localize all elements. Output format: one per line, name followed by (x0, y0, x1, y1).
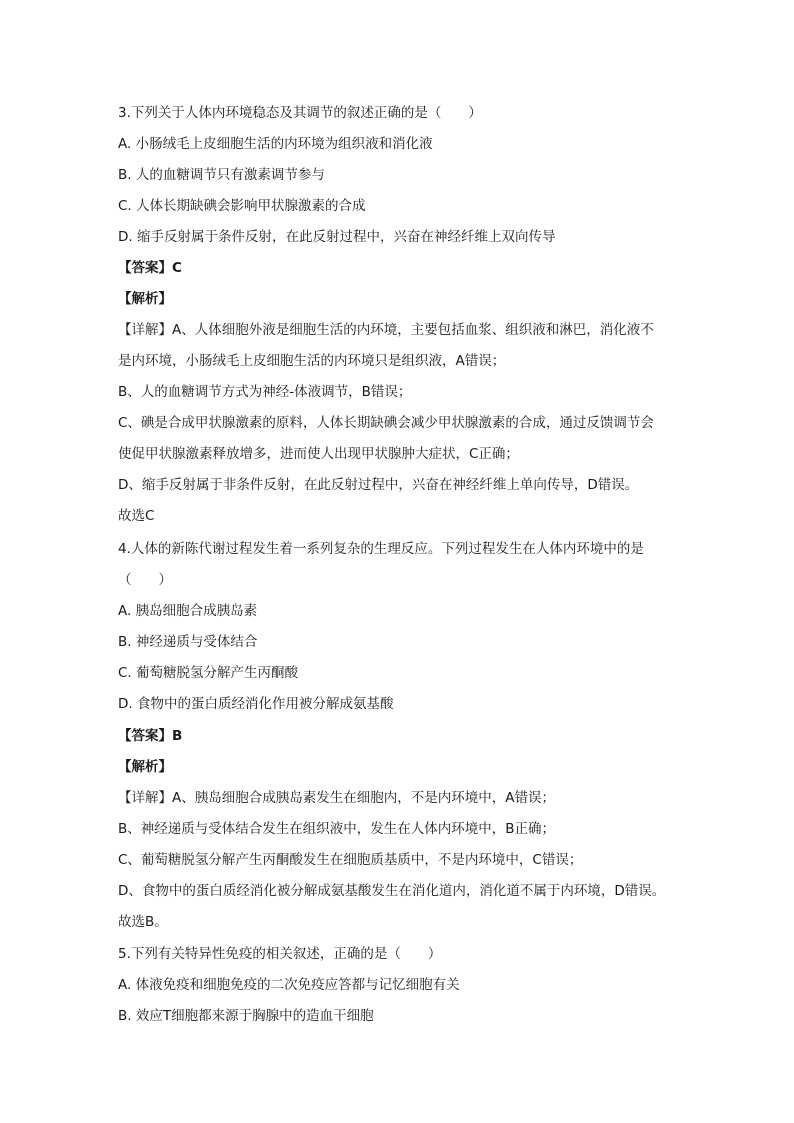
question-5-stem: 5.下列有关特异性免疫的相关叙述，正确的是（ ） (118, 946, 442, 962)
question-3-analysis-heading: 【解析】 (118, 291, 172, 307)
question-3-detail-line: 【详解】A、人体细胞外液是细胞生活的内环境，主要包括血浆、组织液和淋巴，消化液不 (118, 322, 654, 338)
question-3-conclusion: 故选C (118, 508, 155, 524)
question-4-detail-line: D、食物中的蛋白质经消化被分解成氨基酸发生在消化道内，消化道不属于内环境，D错误。 (118, 883, 666, 899)
question-4-analysis-heading: 【解析】 (118, 759, 172, 775)
question-3-detail-line: 是内环境，小肠绒毛上皮细胞生活的内环境只是组织液，A错误； (118, 353, 506, 369)
question-3-option-c: C. 人体长期缺碘会影响甲状腺激素的合成 (118, 198, 366, 214)
question-3-stem: 3.下列关于人体内环境稳态及其调节的叙述正确的是（ ） (118, 105, 482, 121)
question-4-answer: 【答案】B (118, 728, 183, 744)
question-5-option-a: A. 体液免疫和细胞免疫的二次免疫应答都与记忆细胞有关 (118, 977, 460, 993)
question-3-option-d: D. 缩手反射属于条件反射，在此反射过程中，兴奋在神经纤维上双向传导 (118, 229, 556, 245)
question-4-detail-line: C、葡萄糖脱氢分解产生丙酮酸发生在细胞质基质中，不是内环境中，C错误； (118, 852, 583, 868)
question-4-option-a: A. 胰岛细胞合成胰岛素 (118, 603, 258, 619)
question-3-option-b: B. 人的血糖调节只有激素调节参与 (118, 167, 325, 183)
question-3-option-a: A. 小肠绒毛上皮细胞生活的内环境为组织液和消化液 (118, 136, 433, 152)
question-3-detail-line: B、人的血糖调节方式为神经-体液调节，B错误； (118, 384, 412, 400)
question-3-detail-line: D、缩手反射属于非条件反射，在此反射过程中，兴奋在神经纤维上单向传导，D错误。 (118, 477, 639, 493)
question-4-option-d: D. 食物中的蛋白质经消化作用被分解成氨基酸 (118, 696, 394, 712)
question-4-stem: 4.人体的新陈代谢过程发生着一系列复杂的生理反应。下列过程发生在人体内环境中的是 (118, 541, 644, 557)
question-3-detail-line: 使促甲状腺激素释放增多，进而使人出现甲状腺肿大症状，C正确； (118, 446, 519, 462)
question-3-answer: 【答案】C (118, 260, 182, 276)
question-4-detail-line: B、神经递质与受体结合发生在组织液中，发生在人体内环境中，B正确； (118, 821, 556, 837)
question-4-option-c: C. 葡萄糖脱氢分解产生丙酮酸 (118, 665, 299, 681)
question-4-detail-line: 【详解】A、胰岛细胞合成胰岛素发生在细胞内，不是内环境中，A错误； (118, 790, 555, 806)
question-5-option-b: B. 效应T细胞都来源于胸腺中的造血干细胞 (118, 1008, 374, 1024)
question-3-detail-line: C、碘是合成甲状腺激素的原料，人体长期缺碘会减少甲状腺激素的合成，通过反馈调节会 (118, 415, 654, 431)
question-4-conclusion: 故选B。 (118, 914, 168, 930)
question-4-option-b: B. 神经递质与受体结合 (118, 634, 258, 650)
question-4-stem-continued: （ ） (118, 572, 172, 588)
